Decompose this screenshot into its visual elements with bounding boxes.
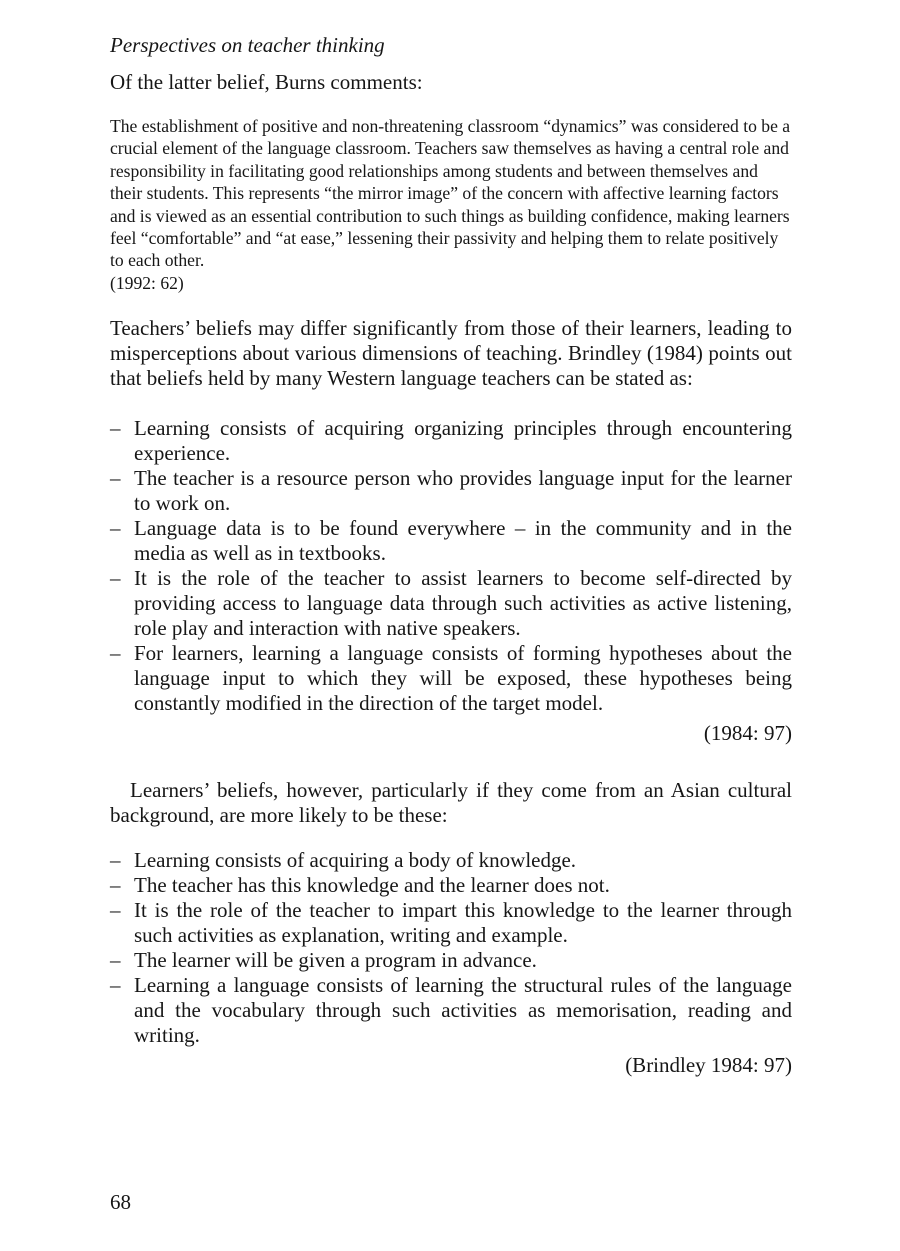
list-dash: – bbox=[110, 898, 121, 923]
list-item bbox=[110, 466, 792, 516]
block-quote-text: The establishment of positive and non-threatening classroom “dynamics” was considered to be a crucial element of the language classroom. Teachers saw themselves as having a central role and responsibility in facilitating good relationships among students and between themselves and their students. This represents “the mirror image” of the concern with affective learning factors and is viewed as an essential contribution to such things as building confidence, making learners feel “comfortable” and “at ease,” lessening their passivity and helping them to relate positively to each other. bbox=[110, 116, 791, 271]
list-item-text: The teacher is a resource person who provides language input for the learner to work on. bbox=[134, 466, 792, 516]
list-dash: – bbox=[110, 873, 121, 898]
paragraph-learners-beliefs: Learners’ beliefs, however, particularly if they come from an Asian cultural background, are more likely to be these: bbox=[110, 778, 792, 828]
list-item bbox=[110, 566, 792, 641]
list-item bbox=[110, 848, 792, 873]
list-item bbox=[110, 516, 792, 566]
list-dash: – bbox=[110, 416, 121, 441]
list-dash: – bbox=[110, 973, 121, 998]
list-dash: – bbox=[110, 516, 121, 541]
list-item-text: It is the role of the teacher to impart this knowledge to the learner through such activities as explanation, writing and example. bbox=[134, 898, 792, 948]
list-item bbox=[110, 416, 792, 466]
list-item-text: For learners, learning a language consists of forming hypotheses about the language input to which they will be exposed, these hypotheses being constantly modified in the direction of the target model. bbox=[134, 641, 792, 716]
list-item-text: Learning consists of acquiring organizing principles through encountering experience. bbox=[134, 416, 792, 466]
list-item-text: Language data is to be found everywhere – in the community and in the media as well as in textbooks. bbox=[134, 516, 792, 566]
block-quote bbox=[110, 115, 792, 294]
intro-paragraph: Of the latter belief, Burns comments: bbox=[110, 70, 423, 94]
list-item-text: Learning consists of acquiring a body of knowledge. bbox=[134, 848, 577, 873]
list-item bbox=[110, 948, 792, 973]
list-item-text: The learner will be given a program in advance. bbox=[134, 948, 537, 973]
paragraph-teachers-beliefs: Teachers’ beliefs may differ significantly from those of their learners, leading to misperceptions about various dimensions of teaching. Brindley (1984) points out that beliefs held by many Western language teachers can be stated as: bbox=[110, 316, 792, 391]
list-dash: – bbox=[110, 641, 121, 666]
citation-teacher-list: (1984: 97) bbox=[703, 721, 792, 746]
list-item bbox=[110, 641, 792, 716]
running-head: Perspectives on teacher thinking bbox=[110, 33, 385, 57]
list-item bbox=[110, 898, 792, 948]
page-number: 68 bbox=[110, 1190, 131, 1214]
list-item bbox=[110, 873, 792, 898]
list-item-text: The teacher has this knowledge and the learner does not. bbox=[134, 873, 610, 898]
citation-learner-list: (Brindley 1984: 97) bbox=[625, 1053, 792, 1078]
list-dash: – bbox=[110, 466, 121, 491]
teacher-beliefs-list bbox=[110, 416, 792, 716]
list-dash: – bbox=[110, 566, 121, 591]
list-item bbox=[110, 973, 792, 1048]
list-dash: – bbox=[110, 848, 121, 873]
block-quote-citation: (1992: 62) bbox=[110, 272, 184, 293]
book-page bbox=[110, 30, 792, 1078]
list-dash: – bbox=[110, 948, 121, 973]
list-item-text: Learning a language consists of learning the structural rules of the language and the vocabulary through such activities as memorisation, reading and writing. bbox=[134, 973, 792, 1048]
list-item-text: It is the role of the teacher to assist learners to become self-directed by providing access to language data through such activities as active listening, role play and interaction with native speakers. bbox=[134, 566, 792, 641]
learner-beliefs-list bbox=[110, 848, 792, 1048]
